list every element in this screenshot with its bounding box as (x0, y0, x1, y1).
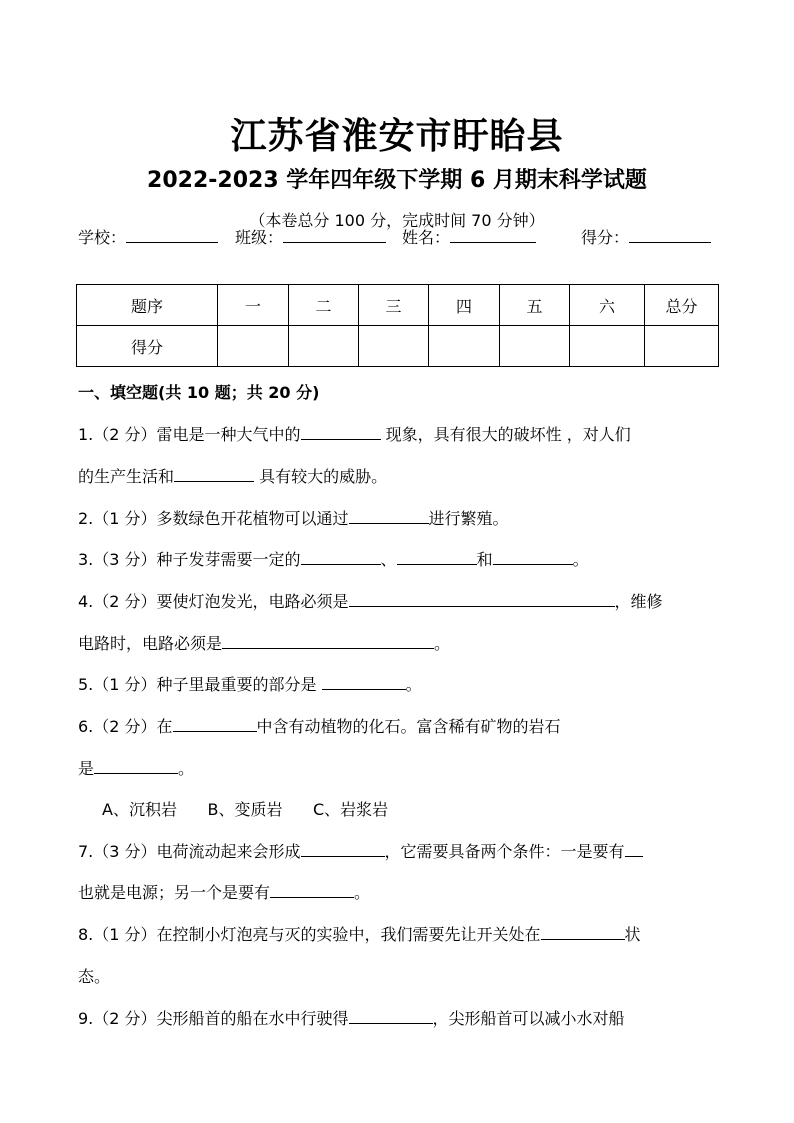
table-row-label: 得分 (77, 326, 218, 367)
question-text: 。 (354, 883, 371, 902)
question-text: 8.（1 分）在控制小灯泡亮与灭的实验中，我们需要先让开关处在 (78, 925, 541, 944)
question-1-line-2 (78, 464, 722, 487)
school-label: 学校： (78, 228, 127, 247)
school-blank[interactable] (126, 228, 218, 243)
question-text: 。 (572, 550, 589, 569)
score-cell[interactable] (429, 326, 500, 367)
question-7-line-2 (78, 880, 722, 903)
table-header-cell: 三 (359, 285, 429, 326)
score-cell[interactable] (645, 326, 719, 367)
question-4-line-2 (78, 631, 722, 654)
question-4-line-1 (78, 589, 722, 612)
question-text: 中含有动植物的化石。富含稀有矿物的岩石 (256, 717, 561, 736)
score-table-header-row (77, 285, 719, 326)
question-text: 7.（3 分）电荷流动起来会形成 (78, 842, 301, 861)
question-text: 。 (434, 634, 451, 653)
question-5 (78, 672, 722, 695)
table-header-cell: 五 (500, 285, 570, 326)
question-text: 进行繁殖。 (428, 509, 509, 528)
answer-blank[interactable] (322, 673, 406, 690)
question-text: 。 (178, 759, 195, 778)
name-field (402, 225, 536, 248)
exam-title: 江苏省淮安市盱眙县 (230, 116, 564, 157)
answer-blank[interactable] (222, 632, 434, 649)
question-9-line-1 (78, 1006, 722, 1029)
answer-blank[interactable] (270, 881, 354, 898)
question-text: 的生产生活和 (78, 467, 175, 486)
question-text: 2.（1 分）多数绿色开花植物可以通过 (78, 509, 349, 528)
answer-blank[interactable] (94, 757, 178, 774)
name-blank[interactable] (450, 228, 536, 243)
question-text: ，尖形船首可以减小水对船 (432, 1009, 625, 1028)
answer-blank[interactable] (349, 1007, 433, 1024)
question-text: 状 (624, 925, 641, 944)
class-field (235, 225, 386, 248)
answer-blank[interactable] (174, 465, 254, 482)
question-1-line-1 (78, 422, 722, 445)
question-text: 是 (78, 759, 95, 778)
table-header-cell: 题序 (77, 285, 218, 326)
question-text: 6.（2 分）在 (78, 717, 173, 736)
question-text: 9.（2 分）尖形船首的船在水中行驶得 (78, 1009, 349, 1028)
question-text: 1.（2 分）雷电是一种大气中的 (78, 425, 301, 444)
score-table (76, 284, 719, 367)
question-text: 具有较大的威胁。 (254, 467, 388, 486)
table-header-cell: 六 (570, 285, 645, 326)
table-header-cell: 四 (429, 285, 500, 326)
score-cell[interactable] (218, 326, 289, 367)
table-header-cell: 总分 (645, 285, 719, 326)
question-text: 3.（3 分）种子发芽需要一定的 (78, 550, 301, 569)
question-text: 现象，具有很大的破坏性 ，对人们 (380, 425, 631, 444)
student-info-row (78, 225, 718, 265)
score-cell[interactable] (570, 326, 645, 367)
question-text: 也就是电源；另一个是要有 (78, 883, 271, 902)
question-3 (78, 547, 722, 570)
question-text: 、 (380, 550, 397, 569)
school-field (78, 225, 218, 248)
answer-blank[interactable] (493, 548, 573, 565)
exam-note: （本卷总分 100 分，完成时间 70 分钟） (249, 211, 545, 230)
question-text: 4.（2 分）要使灯泡发光，电路必须是 (78, 592, 349, 611)
class-blank[interactable] (283, 228, 386, 243)
question-text: ，它需要具备两个条件：一是要有 (384, 842, 625, 861)
exam-subtitle: 2022-2023 学年四年级下学期 6 月期末科学试题 (147, 168, 647, 193)
answer-blank[interactable] (301, 840, 385, 857)
answer-blank[interactable] (541, 923, 625, 940)
answer-blank[interactable] (397, 548, 477, 565)
question-8-line-1 (78, 922, 722, 945)
question-6-options: A、沉积岩 B、变质岩 C、岩浆岩 (102, 800, 389, 819)
score-field (581, 225, 711, 248)
question-7-line-1 (78, 839, 722, 862)
answer-blank[interactable] (173, 715, 257, 732)
score-blank[interactable] (629, 228, 711, 243)
class-label: 班级： (235, 228, 284, 247)
question-8-line-2: 态。 (78, 967, 111, 986)
answer-blank[interactable] (301, 423, 381, 440)
question-6-line-1 (78, 714, 722, 737)
name-label: 姓名： (402, 228, 451, 247)
table-header-cell: 一 (218, 285, 289, 326)
score-cell[interactable] (289, 326, 359, 367)
question-6-line-2 (78, 756, 722, 779)
score-label: 得分： (581, 228, 630, 247)
answer-blank[interactable] (625, 840, 643, 857)
answer-blank[interactable] (301, 548, 381, 565)
question-text: 。 (405, 675, 422, 694)
question-text: ，维修 (614, 592, 663, 611)
score-cell[interactable] (500, 326, 570, 367)
section-1-title: 一、填空题(共 10 题；共 20 分) (78, 383, 320, 402)
score-cell[interactable] (359, 326, 429, 367)
score-table-score-row (77, 326, 719, 367)
answer-blank[interactable] (349, 590, 615, 607)
answer-blank[interactable] (349, 507, 429, 524)
question-text: 5.（1 分）种子里最重要的部分是 (78, 675, 322, 694)
question-text: 和 (476, 550, 493, 569)
question-text: 电路时，电路必须是 (78, 634, 223, 653)
table-header-cell: 二 (289, 285, 359, 326)
question-2 (78, 506, 722, 529)
